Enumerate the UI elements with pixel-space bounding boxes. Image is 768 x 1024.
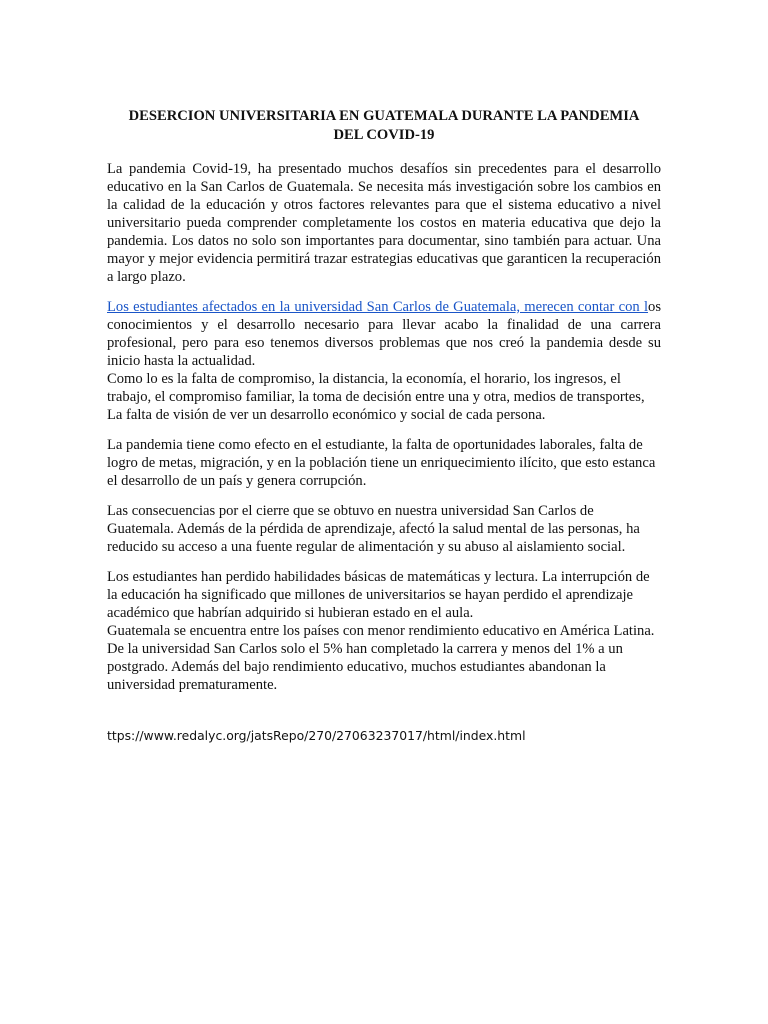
document-body xyxy=(107,107,661,706)
paragraph-skills xyxy=(107,568,661,694)
title-line-1: DESERCION UNIVERSITARIA EN GUATEMALA DURANTE LA PANDEMIA xyxy=(128,108,640,124)
paragraph-students-rest: os conocimientos y el desarrollo necesario para llevar acabo la finalidad de una carrera profesional, pero para eso tenemos diversos problemas que nos creó la pandemia desde su inicio hasta la actualidad. xyxy=(107,299,661,369)
title-line-2: DEL COVID-19 xyxy=(333,127,435,143)
paragraph-skills-second: Guatemala se encuentra entre los países con menor rendimiento educativo en América Latina. De la universidad San Carlos solo el 5% han completado la carrera y menos del 1% a un postgrado. Además del bajo rendimiento educativo, muchos estudiantes abandonan la universidad prematuramente. xyxy=(107,623,655,693)
paragraph-consequences: Las consecuencias por el cierre que se obtuvo en nuestra universidad San Carlos de Guatemala. Además de la pérdida de aprendizaje, afectó la salud mental de las personas, ha reducido su acceso a una fuente regular de alimentación y su abuso al aislamiento social. xyxy=(107,503,640,555)
students-link[interactable]: Los estudiantes afectados en la universidad San Carlos de Guatemala, merecen contar con l xyxy=(107,299,649,315)
paragraph-intro: La pandemia Covid-19, ha presentado muchos desafíos sin precedentes para el desarrollo educativo en la San Carlos de Guatemala. Se necesita más investigación sobre los cambios en la calidad de la educación y otros factores relevantes para que el sistema educativo a nivel universitario pueda comprender completamente los costos en materia educativa que dejo la pandemia. Los datos no solo son importantes para documentar, sino también para actuar. Una mayor y mejor evidencia permitirá trazar estrategias educativas que garanticen la recuperación a largo plazo. xyxy=(107,161,661,285)
paragraph-students xyxy=(107,298,661,424)
paragraph-students-first xyxy=(107,298,661,370)
document-title xyxy=(107,107,661,145)
paragraph-students-second: Como lo es la falta de compromiso, la distancia, la economía, el horario, los ingresos, el trabajo, el compromiso familiar, la toma de decisión entre una y otra, medios de transportes, La falta de visión de ver un desarrollo económico y social de cada persona. xyxy=(107,371,645,423)
paragraph-effects: La pandemia tiene como efecto en el estudiante, la falta de oportunidades laborales, falta de logro de metas, migración, y en la población tiene un enriquecimiento ilícito, que esto estanca el desarrollo de un país y genera corrupción. xyxy=(107,437,656,489)
paragraph-skills-first: Los estudiantes han perdido habilidades básicas de matemáticas y lectura. La interrupción de la educación ha significado que millones de universitarios se hayan perdido el aprendizaje académico que habrían adquirido si hubieran estado en el aula. xyxy=(107,569,650,621)
source-url: ttps://www.redalyc.org/jatsRepo/270/27063237017/html/index.html xyxy=(107,728,526,743)
